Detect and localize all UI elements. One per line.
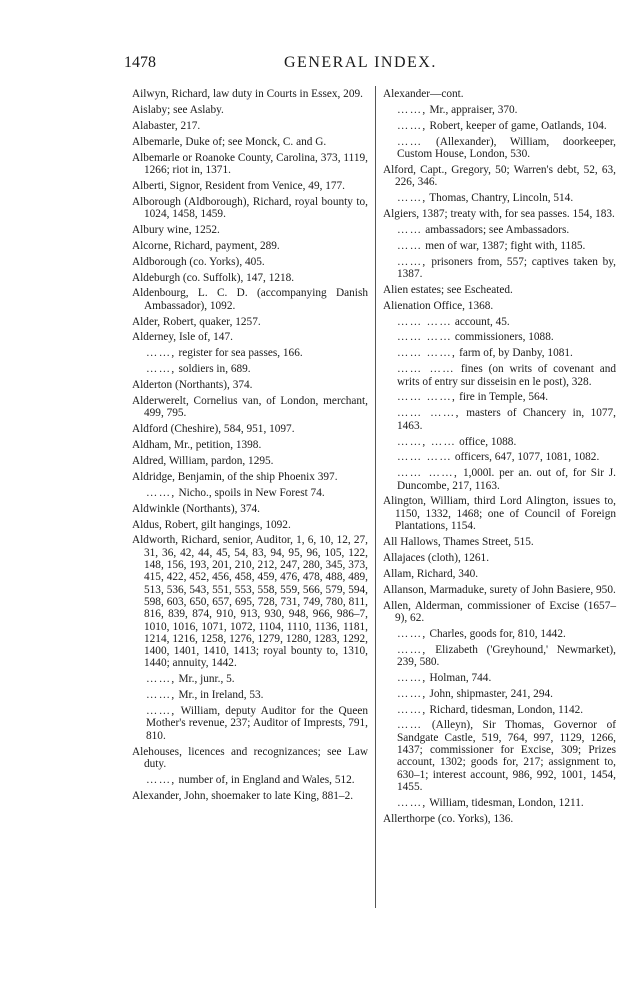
index-entry-text: Robert, keeper of game, Oatlands, 104. <box>426 119 607 132</box>
index-entry <box>383 672 616 684</box>
index-entry <box>383 120 616 132</box>
index-entry-text: Aldridge, Benjamin, of the ship Phoenix 397. <box>132 470 338 483</box>
index-entry-text: Alder, Robert, quaker, 1257. <box>132 315 261 328</box>
index-entry <box>132 395 368 420</box>
index-entry <box>383 240 616 252</box>
ditto-leader: …… <box>397 719 423 732</box>
index-entry-text: Alcorne, Richard, payment, 289. <box>132 239 280 252</box>
index-entry <box>132 347 368 359</box>
ditto-leader: …… <box>397 135 423 148</box>
index-entry <box>383 192 616 204</box>
running-head: GENERAL INDEX. <box>284 54 437 71</box>
ditto-leader: ……, <box>146 673 176 686</box>
ditto-leader: ……, <box>397 103 427 116</box>
index-entry <box>383 363 616 388</box>
ditto-leader: ……, <box>397 671 427 684</box>
index-entry <box>132 503 368 515</box>
index-entry <box>132 379 368 391</box>
index-entry <box>132 363 368 375</box>
index-entry-text: Ailwyn, Richard, law duty in Courts in Essex, 209. <box>132 88 363 100</box>
ditto-leader: ……, <box>397 703 427 716</box>
index-entry <box>383 451 616 463</box>
index-entry-text: Alington, William, third Lord Alington, issues to, 1150, 1332, 1468; one of Council of Foreign Plantations, 1154. <box>383 495 616 533</box>
index-entry-text: Alehouses, licences and recognizances; see Law duty. <box>132 745 368 770</box>
ditto-leader: …… …… <box>397 331 453 344</box>
index-entry-text: Alienation Office, 1368. <box>383 299 494 312</box>
index-entry-text: Albemarle or Roanoke County, Carolina, 373, 1119, 1266; riot in, 1371. <box>132 151 368 176</box>
index-entry-text: men of war, 1387; fight with, 1185. <box>422 239 586 252</box>
ditto-leader: ……, <box>146 486 176 499</box>
ditto-leader: ……, <box>397 255 427 268</box>
index-entry <box>383 284 616 296</box>
index-entry-text: Aldus, Robert, gilt hangings, 1092. <box>132 518 291 531</box>
index-entry <box>132 423 368 435</box>
index-entry-text: Mr., junr., 5. <box>175 673 235 686</box>
ditto-leader: ……, <box>397 192 427 205</box>
index-entry <box>383 407 616 432</box>
ditto-leader: …… <box>397 239 423 252</box>
index-entry <box>132 196 368 221</box>
index-entry <box>132 673 368 685</box>
index-entry-text: Mr., appraiser, 370. <box>426 103 518 116</box>
ditto-leader: …… …… <box>397 451 453 464</box>
index-entry <box>132 487 368 499</box>
ditto-leader: ……, <box>146 773 176 786</box>
index-entry <box>383 584 616 596</box>
index-entry <box>383 136 616 161</box>
index-entry <box>132 88 368 100</box>
index-entry <box>132 136 368 148</box>
index-entry-text: John, shipmaster, 241, 294. <box>426 687 553 700</box>
ditto-leader: ……, <box>397 119 427 132</box>
index-entry-text: officers, 647, 1077, 1081, 1082. <box>452 451 600 464</box>
index-entry <box>132 746 368 771</box>
index-entry-text: ambassadors; see Ambassadors. <box>422 223 570 236</box>
index-entry <box>383 208 616 220</box>
index-entry-text: Allam, Richard, 340. <box>383 567 479 580</box>
index-entry-text: Holman, 744. <box>426 671 492 684</box>
index-entry-text: Aldborough (co. Yorks), 405. <box>132 255 265 268</box>
index-entry-text: Richard, tidesman, London, 1142. <box>426 703 584 716</box>
index-entry-text: fines (on writs of covenant and writs of entry sur disseisin en le post), 328. <box>397 363 617 388</box>
index-entry <box>132 120 368 132</box>
index-entry-text: Aldworth, Richard, senior, Auditor, 1, 6, 10, 12, 27, 31, 36, 42, 44, 45, 54, 83, 94, 95, 96, 105, 122, 148, 156, 193, 201, 210, 212, 247, 280, 345, 373, 415, 422, 452, 456, 458, 459, 476, 478, 488, 489, 513, 536, 543, 551, 553, 558, 559, 566, 579, 594, 598, 603, 650, 657, 695, 728, 731, 749, 780, 811, 816, 839, 874, 910, 913, 930, 948, 966, 986–7, 1010, 1016, 1071, 1072, 1104, 1110, 1136, 1181, 1214, 1216, 1258, 1276, 1279, 1280, 1283, 1292, 1400, 1401, 1410, 1413; royal bounty to, 1310, 1440; annuity, 1442. <box>132 534 368 670</box>
column-divider <box>375 86 376 908</box>
index-entry <box>383 347 616 359</box>
ditto-leader: …… ……, <box>397 407 460 420</box>
index-entry <box>132 256 368 268</box>
ditto-leader: …… …… <box>397 315 453 328</box>
index-entry <box>383 316 616 328</box>
index-entry <box>383 224 616 236</box>
index-entry-text: number of, in England and Wales, 512. <box>175 773 355 786</box>
index-entry-text: (Allexander), William, doorkeeper, Custom House, London, 530. <box>397 135 616 160</box>
index-entry <box>383 331 616 343</box>
index-entry-text: (Alleyn), Sir Thomas, Governor of Sandgate Castle, 519, 764, 997, 1129, 1266, 1437; commissioner for Excise, 309; Prizes account, 1302; goods for, 217; assignment to, 630–1; interest account, 986, 992, 1001, 1454, 1455. <box>397 719 616 793</box>
index-entry <box>132 152 368 177</box>
index-entry-text: fire in Temple, 564. <box>456 391 549 404</box>
index-entry-text: Allen, Alderman, commissioner of Excise (1657–9), 62. <box>383 599 616 624</box>
index-entry-text: office, 1088. <box>456 435 517 448</box>
index-entry <box>383 688 616 700</box>
index-entry <box>383 88 616 100</box>
ditto-leader: ……, <box>397 796 427 809</box>
index-entry-text: Alborough (Aldborough), Richard, royal bounty to, 1024, 1458, 1459. <box>132 195 368 220</box>
index-entry-text: William, tidesman, London, 1211. <box>426 796 584 809</box>
index-entry-text: Alderwerelt, Cornelius van, of London, merchant, 499, 795. <box>132 395 368 420</box>
index-entry <box>383 552 616 564</box>
index-entry-text: Nicho., spoils in New Forest 74. <box>175 486 325 499</box>
index-entry-text: Allanson, Marmaduke, surety of John Basiere, 950. <box>383 583 616 596</box>
index-entry-text: register for sea passes, 166. <box>175 347 303 360</box>
index-entry <box>383 104 616 116</box>
index-entry <box>383 568 616 580</box>
ditto-leader: …… ……, <box>397 467 459 480</box>
index-entry-text: Aldeburgh (co. Suffolk), 147, 1218. <box>132 271 295 284</box>
index-entry-text: All Hallows, Thames Street, 515. <box>383 535 534 548</box>
index-entry-text: Aislaby; see Aslaby. <box>132 103 224 116</box>
index-entry <box>383 704 616 716</box>
index-entry <box>383 300 616 312</box>
index-entry <box>132 790 368 802</box>
index-entry <box>132 534 368 669</box>
index-entry-text: Allerthorpe (co. Yorks), 136. <box>383 812 514 825</box>
index-entry <box>383 467 616 492</box>
index-entry-text: Aldenbourg, L. C. D. (accompanying Danish Ambassador), 1092. <box>132 287 368 312</box>
index-entry-text: Charles, goods for, 810, 1442. <box>426 627 566 640</box>
index-entry <box>383 495 616 532</box>
ditto-leader: ……, <box>397 627 427 640</box>
ditto-leader: ……, <box>146 689 176 702</box>
index-entry <box>383 600 616 625</box>
index-entry-text: Alexander, John, shoemaker to late King, 881–2. <box>132 789 354 802</box>
index-entry-text: Alabaster, 217. <box>132 119 201 132</box>
index-entry-text: Albemarle, Duke of; see Monck, C. and G. <box>132 135 327 148</box>
index-entry-text: Thomas, Chantry, Lincoln, 514. <box>426 192 574 205</box>
index-column-left <box>132 88 368 806</box>
ditto-leader: …… …… <box>397 363 456 376</box>
index-entry <box>132 287 368 312</box>
index-entry <box>383 164 616 189</box>
index-entry-text: Algiers, 1387; treaty with, for sea passes. 154, 183. <box>383 207 615 220</box>
index-entry <box>132 272 368 284</box>
index-entry <box>132 471 368 483</box>
index-entry <box>132 240 368 252</box>
index-entry <box>383 256 616 281</box>
ditto-leader: ……, …… <box>397 435 457 448</box>
ditto-leader: …… ……, <box>397 347 457 360</box>
index-entry-text: masters of Chancery in, 1077, 1463. <box>397 407 616 432</box>
index-entry-text: Alderton (Northants), 374. <box>132 379 253 392</box>
index-entry <box>383 436 616 448</box>
index-entry-text: Aldford (Cheshire), 584, 951, 1097. <box>132 423 295 436</box>
index-entry <box>132 439 368 451</box>
index-entry-text: 1,000l. per an. out of, for Sir J. Duncombe, 217, 1163. <box>397 467 616 492</box>
index-entry-text: Aldham, Mr., petition, 1398. <box>132 439 262 452</box>
index-entry <box>383 536 616 548</box>
index-entry-text: Alberti, Signor, Resident from Venice, 49, 177. <box>132 179 346 192</box>
index-entry-text: Mr., in Ireland, 53. <box>175 689 264 702</box>
index-entry <box>132 705 368 742</box>
index-entry <box>132 519 368 531</box>
index-entry-text: commissioners, 1088. <box>452 331 554 344</box>
ditto-leader: ……, <box>146 705 176 718</box>
index-entry <box>132 316 368 328</box>
index-entry <box>383 644 616 669</box>
ditto-leader: ……, <box>146 363 176 376</box>
index-entry <box>132 104 368 116</box>
index-entry-text: farm of, by Danby, 1081. <box>456 347 573 360</box>
index-entry <box>383 719 616 793</box>
ditto-leader: …… <box>397 223 423 236</box>
index-entry-text: Alexander—cont. <box>383 88 464 100</box>
index-entry <box>132 224 368 236</box>
index-entry-text: Elizabeth ('Greyhound,' Newmarket), 239, 580. <box>397 643 616 668</box>
index-entry-text: Alford, Capt., Gregory, 50; Warren's debt, 52, 63, 226, 346. <box>383 163 616 189</box>
index-entry-text: soldiers in, 689. <box>175 363 251 376</box>
index-column-right <box>383 88 616 829</box>
index-entry-text: Allajaces (cloth), 1261. <box>383 551 490 564</box>
ditto-leader: ……, <box>146 347 176 360</box>
page-number: 1478 <box>124 54 156 71</box>
index-entry-text: Aldwinkle (Northants), 374. <box>132 502 261 515</box>
index-entry <box>132 455 368 467</box>
index-entry <box>132 180 368 192</box>
index-entry-text: William, deputy Auditor for the Queen Mother's revenue, 237; Auditor of Imprests, 791, 810. <box>146 705 368 742</box>
index-entry-text: Alderney, Isle of, 147. <box>132 331 233 344</box>
index-entry-text: Aldred, William, pardon, 1295. <box>132 455 274 467</box>
index-entry <box>132 331 368 343</box>
ditto-leader: ……, <box>397 687 427 700</box>
index-entry <box>383 813 616 825</box>
ditto-leader: ……, <box>397 643 427 656</box>
index-entry-text: account, 45. <box>452 315 510 328</box>
index-entry <box>383 797 616 809</box>
index-entry <box>383 628 616 640</box>
index-entry <box>132 689 368 701</box>
index-entry-text: prisoners from, 557; captives taken by, 1387. <box>397 255 616 280</box>
index-entry-text: Alien estates; see Escheated. <box>383 283 513 296</box>
index-entry <box>132 774 368 786</box>
index-entry <box>383 391 616 403</box>
index-entry-text: Albury wine, 1252. <box>132 223 220 236</box>
ditto-leader: …… ……, <box>397 391 457 404</box>
